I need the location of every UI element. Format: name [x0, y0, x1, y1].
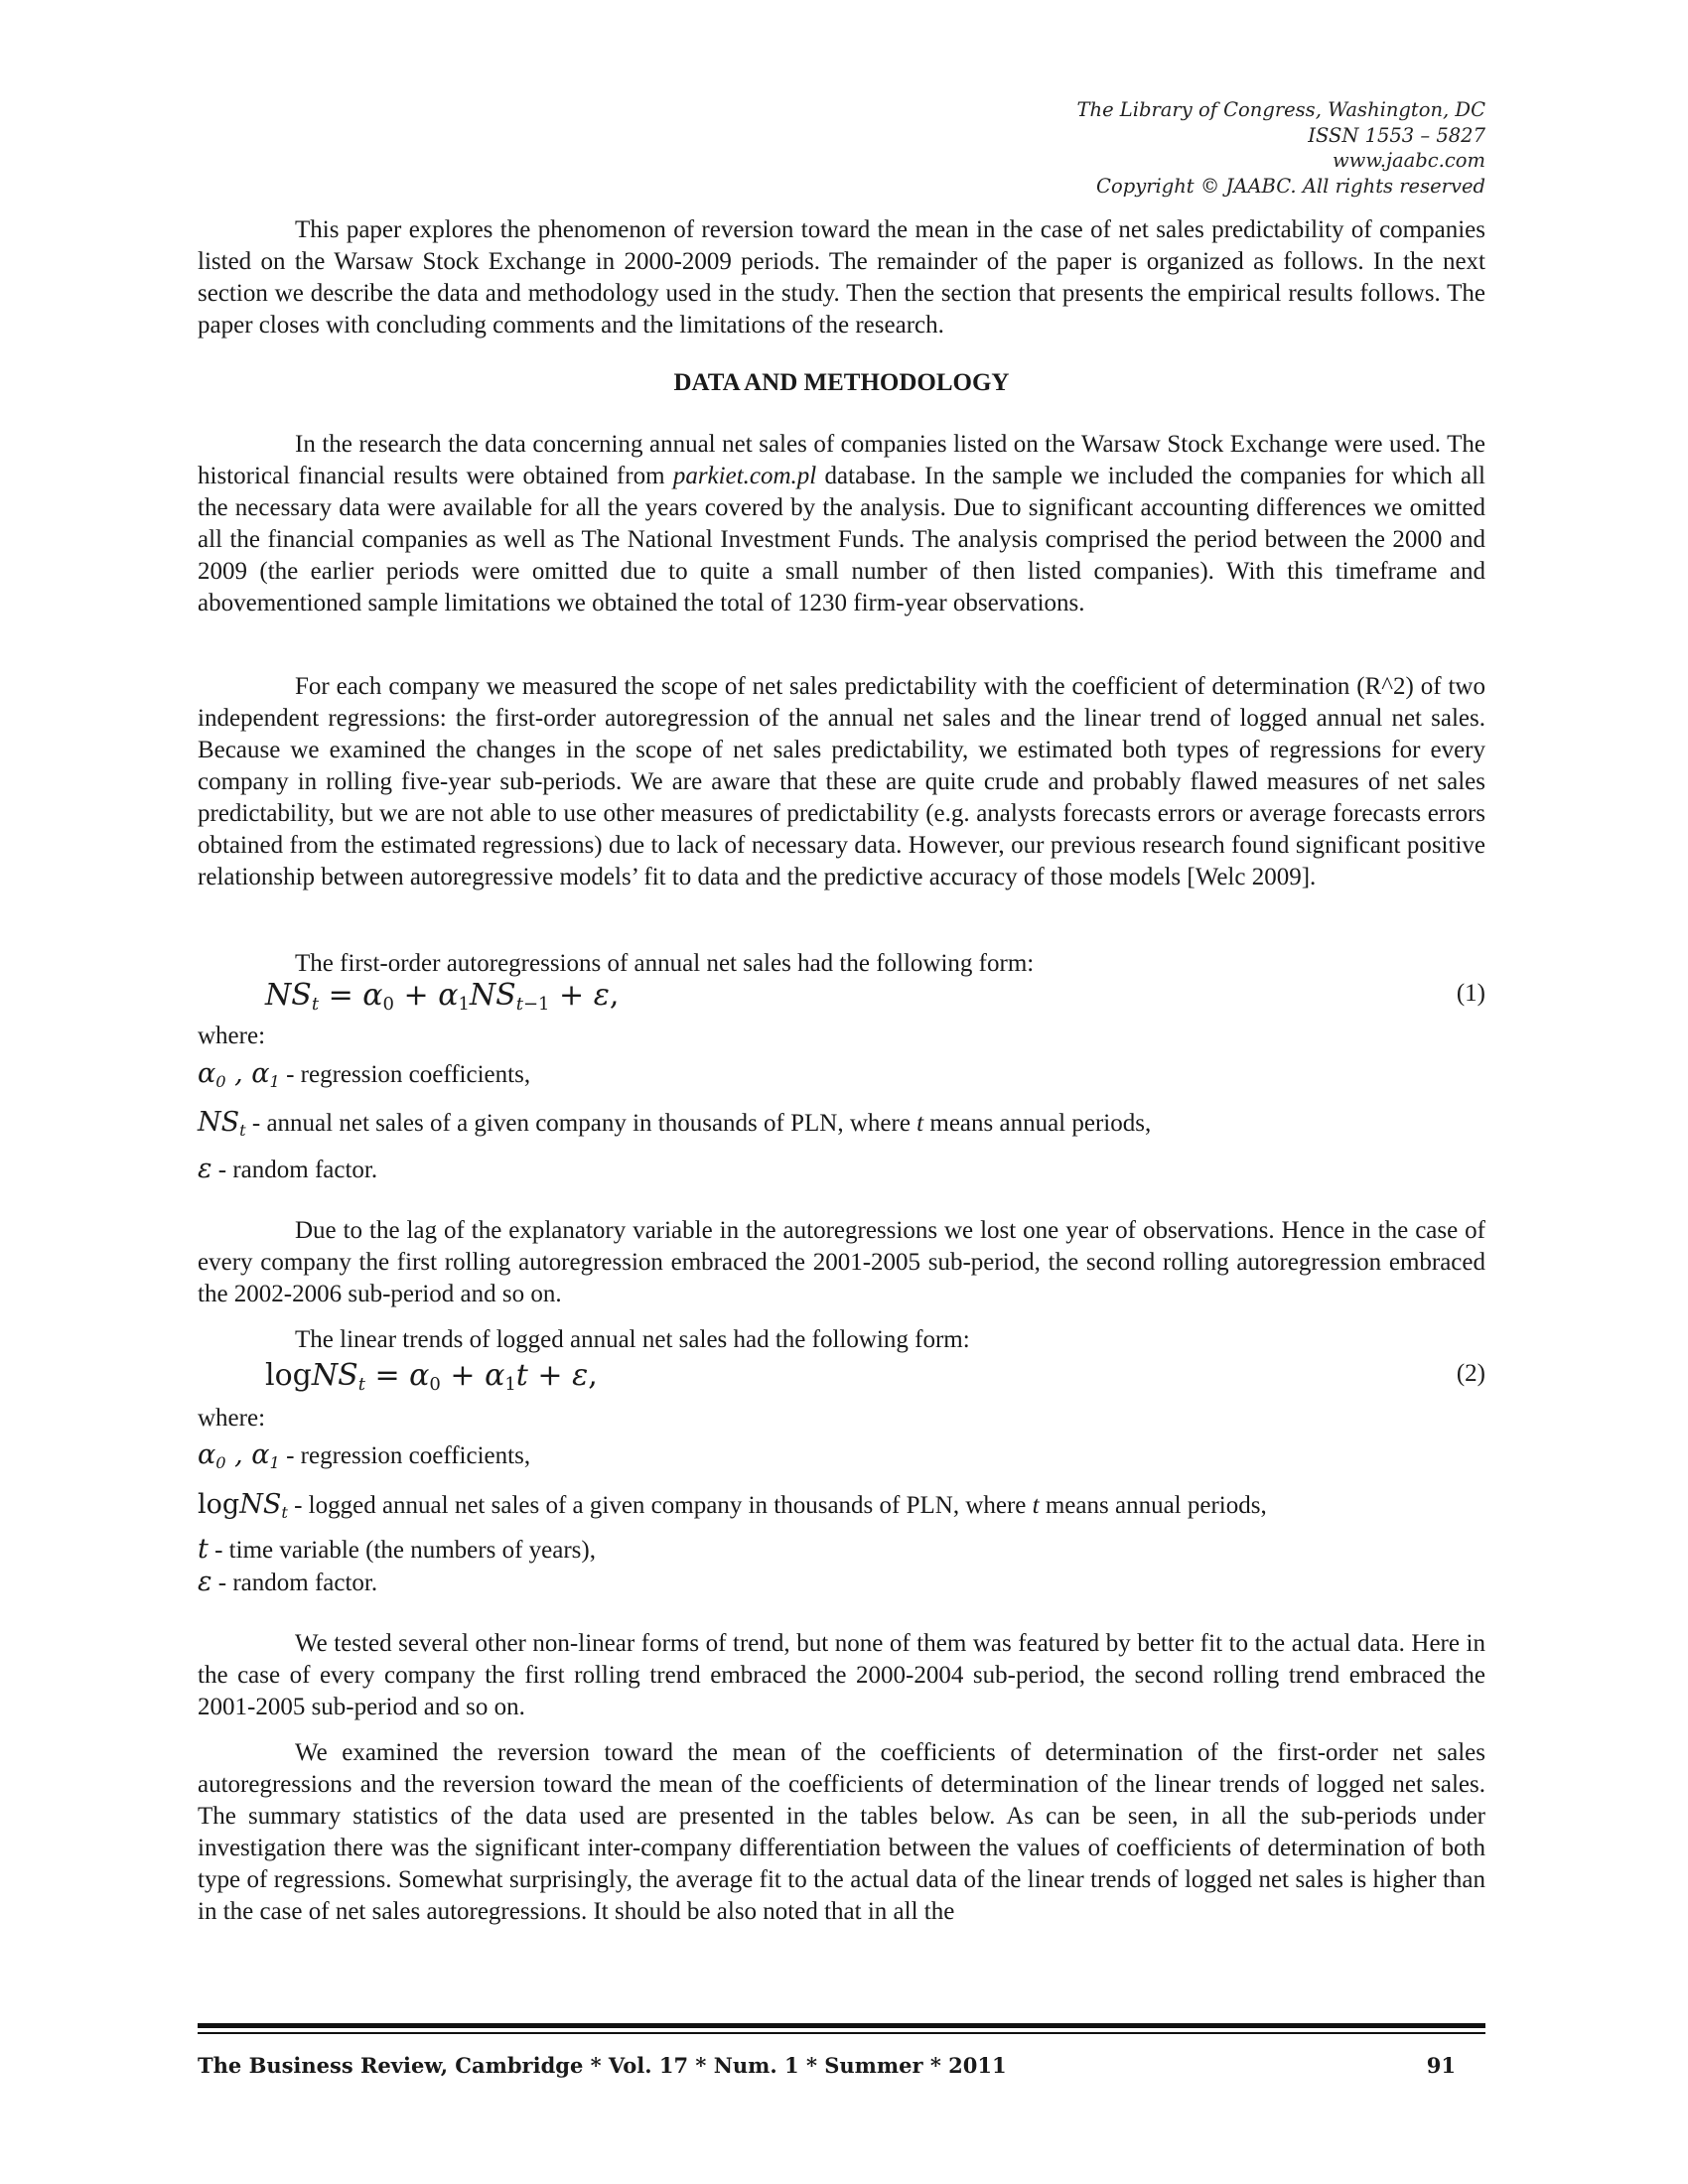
ar-form-paragraph: The first-order autoregressions of annual net sales had the following form:: [295, 950, 1035, 977]
alpha-symbols: $\alpha_0$ , $\alpha_1$: [198, 1058, 280, 1091]
trend-form-paragraph: The linear trends of logged annual net sales had the following form:: [295, 1326, 970, 1353]
def2-time: t - time variable (the numbers of years),: [198, 1534, 596, 1565]
page-number: 91: [1426, 2053, 1456, 2078]
header-library: The Library of Congress, Washington, DC: [1076, 98, 1485, 121]
trend-form-intro: [198, 1324, 1485, 1356]
source-name: parkiet.com.pl: [672, 463, 817, 489]
data-paragraph-block: [198, 429, 1485, 619]
epsilon-symbol: ε: [198, 1154, 212, 1184]
paper-page: [198, 0, 1485, 2184]
where-label-1: where:: [198, 1023, 266, 1049]
def1-coefficients: $\alpha_0$ , $\alpha_1$ - regression coefficients,: [198, 1058, 531, 1091]
header-website: www.jaabc.com: [1332, 149, 1485, 172]
measure-paragraph-block: [198, 671, 1485, 893]
footer-journal: The Business Review, Cambridge * Vol. 17 * Num. 1 * Summer * 2011: [198, 2053, 1007, 2078]
nonlinear-paragraph: We tested several other non-linear forms of trend, but none of them was featured by better fit to the actual data. Here in the case of every company the first rolling trend embraced the 2000-2004 sub-period, the second rolling trend embraced the 2001-2005 sub-period and so on.: [198, 1630, 1485, 1720]
lag-paragraph-block: [198, 1215, 1485, 1310]
measure-paragraph: For each company we measured the scope of net sales predictability with the coefficient of determination (R^2) of two independent regressions: the first-order autoregression of the annual net sales and the linear trend of logged annual net sales. Because we examined the changes in the scope of net sales predictability, we estimated both types of regressions for every company in rolling five-year sub-periods. We are aware that these are quite crude and probably flawed measures of net sales predictability, but we are not able to use other measures of predictability (e.g. analysts forecasts errors or average forecasts errors obtained from the estimated regressions) due to lack of necessary data. However, our previous research found significant positive relationship between autoregressive models’ fit to data and the predictive accuracy of those models [Welc 2009].: [198, 673, 1485, 890]
equation-1-row: [198, 976, 1485, 1016]
intro-paragraph: This paper explores the phenomenon of reversion toward the mean in the case of net sales predictability of companies listed on the Warsaw Stock Exchange in 2000-2009 periods. The remainder of the paper is organized as follows. In the next section we describe the data and methodology used in the study. Then the section that presents the empirical results follows. The paper closes with concluding comments and the limitations of the research.: [198, 216, 1485, 339]
nonlinear-paragraph-block: [198, 1628, 1485, 1723]
equation-2-number: (2): [1456, 1360, 1485, 1387]
equation-2-row: [198, 1356, 1485, 1396]
equation-1: $NS_t = \alpha_0 + \alpha_1NS_{t-1} + \varepsilon$,: [265, 978, 620, 1015]
ns-symbol: $NS_t$: [198, 1107, 246, 1140]
data-paragraph-start: In the research the data concerning annual net sales of companies listed on the Warsaw Stock Exchange were used. The historical financial results were obtained from: [198, 431, 1485, 489]
data-paragraph: [198, 429, 1485, 619]
lag-paragraph: Due to the lag of the explanatory variable in the autoregressions we lost one year of observations. Hence in the case of every company the first rolling autoregression embraced the 2001-2005 sub-period, the second rolling autoregression embraced the 2002-2006 sub-period and so on.: [198, 1217, 1485, 1307]
equation-2: logNS$_t$ = $\alpha_0 + \alpha_1t + \varepsilon$,: [265, 1358, 598, 1395]
logns-symbol: logNS$_t$: [198, 1489, 288, 1522]
footer: [198, 2053, 1485, 2078]
def2-random: ε - random factor.: [198, 1567, 378, 1597]
running-header: [1077, 97, 1486, 199]
def2-coefficients: $\alpha_0$ , $\alpha_1$ - regression coefficients,: [198, 1439, 531, 1472]
def1-net-sales: $NS_t$ - annual net sales of a given company in thousands of PLN, where t means annual periods,: [198, 1107, 1152, 1140]
data-paragraph-end: database. In the sample we included the companies for which all the necessary data were available for all the years covered by the analysis. Due to significant accounting differences we omitted all the financial companies as well as The National Investment Funds. The analysis comprised the period between the 2000 and 2009 (the earlier periods were omitted due to quite a small number of then listed companies). With this timeframe and abovementioned sample limitations we obtained the total of 1230 firm-year observations.: [198, 463, 1485, 616]
intro-block: [198, 214, 1485, 341]
header-issn: ISSN 1553 – 5827: [1308, 123, 1485, 147]
equation-1-number: (1): [1456, 980, 1485, 1007]
reversion-paragraph: We examined the reversion toward the mean of the coefficients of determination of the first-order net sales autoregressions and the reversion toward the mean of the coefficients of determination of the linear trends of logged net sales. The summary statistics of the data used are presented in the tables below. As can be seen, in all the sub-periods under investigation there was the significant inter-company differentiation between the values of coefficients of determination of both type of regressions. Somewhat surprisingly, the average fit to the actual data of the linear trends of logged net sales is higher than in the case of net sales autoregressions. It should be also noted that in all the: [198, 1739, 1485, 1925]
def2-log-net-sales: logNS$_t$ - logged annual net sales of a given company in thousands of PLN, where t means annual periods,: [198, 1489, 1267, 1522]
reversion-paragraph-block: [198, 1737, 1485, 1928]
section-heading: DATA AND METHODOLOGY: [673, 369, 1010, 396]
header-copyright: Copyright © JAABC. All rights reserved: [1096, 174, 1485, 198]
t-symbol: t: [198, 1534, 209, 1565]
alpha-symbols: $\alpha_0$ , $\alpha_1$: [198, 1439, 280, 1472]
epsilon-symbol: ε: [198, 1567, 212, 1597]
def1-random: ε - random factor.: [198, 1154, 378, 1184]
footer-rule-thick: [198, 2023, 1485, 2028]
where-label-2: where:: [198, 1405, 266, 1432]
footer-rule-thin: [198, 2032, 1485, 2034]
